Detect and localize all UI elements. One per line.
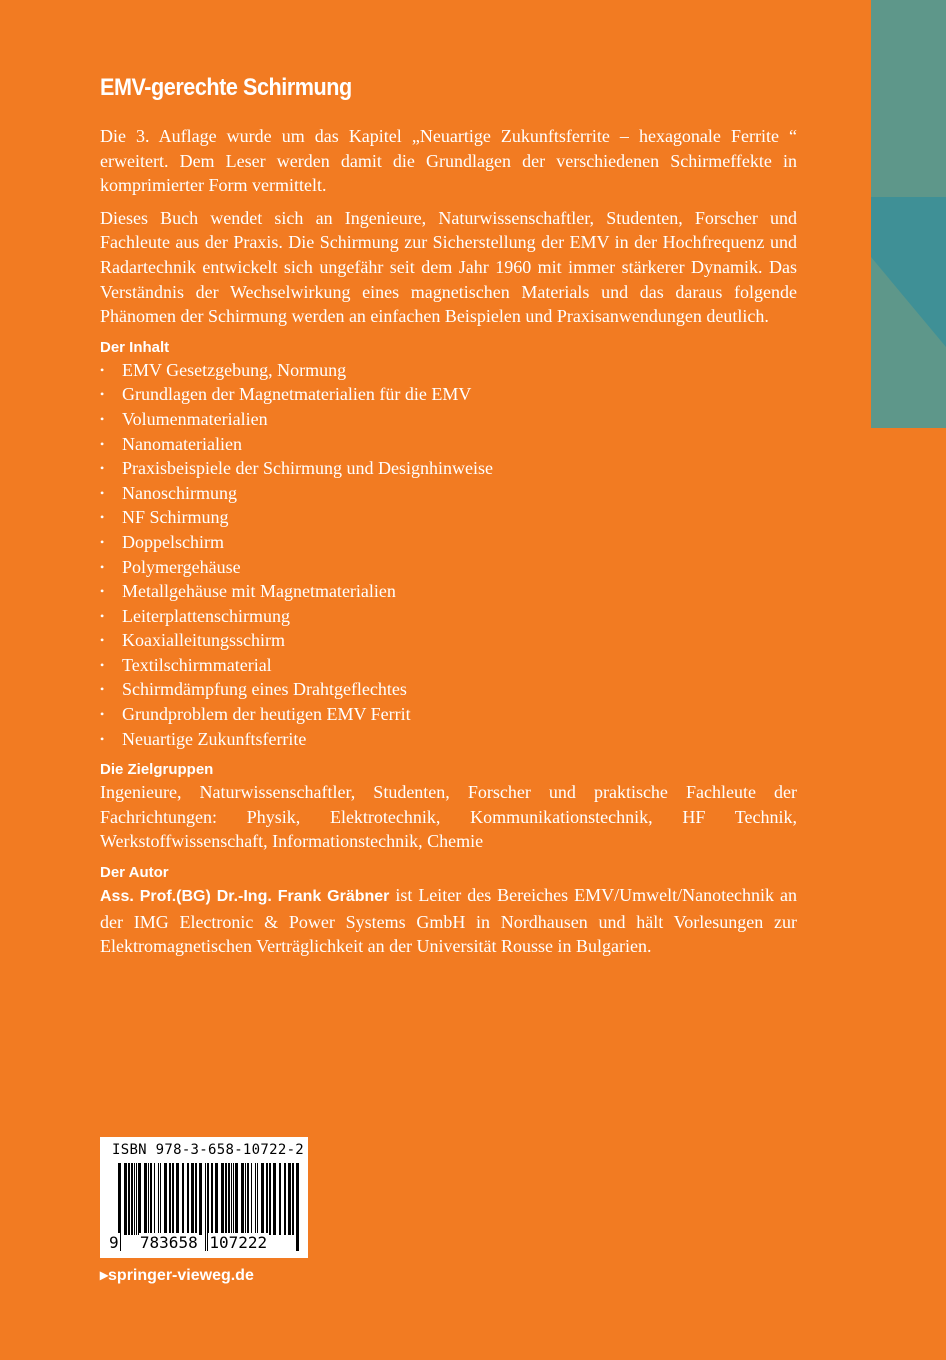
- contents-item: • Praxisbeispiele der Schirmung und Designhinweise: [100, 456, 797, 481]
- author-name: Ass. Prof.(BG) Dr.-Ing. Frank Gräbner: [100, 888, 390, 906]
- barcode-bar: [261, 1163, 264, 1235]
- contents-heading: Der Inhalt: [100, 338, 170, 356]
- isbn-label: ISBN 978-3-658-10722-2: [112, 1142, 305, 1158]
- barcode-bar: [182, 1163, 184, 1235]
- barcode-bar: [138, 1163, 141, 1235]
- barcode-bar: [158, 1163, 159, 1235]
- contents-item: • Textilschirmmaterial: [100, 653, 797, 678]
- author-text: [100, 883, 797, 959]
- barcode-digits-group1: 783658: [139, 1233, 198, 1252]
- intro-paragraph: Die 3. Auflage wurde um das Kapitel „Neuartige Zukunftsferrite – hexagonale Ferrite “ erweitert. Dem Leser werden damit die Grundlagen der verschiedenen Schirmeffekte in komprimierter Form vermittelt.: [100, 126, 797, 196]
- contents-list: [100, 358, 797, 752]
- barcode-bar: [266, 1163, 268, 1235]
- contents-item: • Nanomaterialien: [100, 432, 797, 457]
- barcode-bar: [255, 1163, 256, 1235]
- barcode-bar: [136, 1163, 137, 1235]
- contents-item: • Schirmdämpfung eines Drahtgeflechtes: [100, 677, 797, 702]
- isbn-barcode: [100, 1137, 308, 1258]
- contents-item: • EMV Gesetzgebung, Normung: [100, 358, 797, 383]
- barcode-bar: [215, 1163, 218, 1235]
- contents-item: • Koaxialleitungsschirm: [100, 628, 797, 653]
- barcode-bar: [279, 1163, 281, 1235]
- barcode-bar: [284, 1163, 286, 1235]
- description-paragraph: Dieses Buch wendet sich an Ingenieure, Naturwissenschaftler, Studenten, Forscher und Fachleute aus der Praxis. Die Schirmung zur Sicherstellung der EMV in der Hochfrequenz und Radartechnik entwickelt sich ungefähr seit dem Jahr 1960 mit immer stärkerer Dynamik. Das Verständnis der Wechselwirkung eines magnetischen Materials und das daraus folgende Phänomen der Schirmung werden an einfachen Beispielen und Praxisanwendungen deutlich.: [100, 207, 797, 327]
- barcode-bar: [257, 1163, 258, 1235]
- barcode-bar: [187, 1163, 189, 1235]
- publisher-link[interactable]: [100, 1265, 254, 1285]
- barcode-bar: [225, 1163, 227, 1235]
- barcode-bar: [221, 1163, 224, 1235]
- barcode-bar: [247, 1163, 249, 1235]
- barcode-bar: [124, 1163, 127, 1235]
- contents-item: • Neuartige Zukunftsferrite: [100, 727, 797, 752]
- barcode-bar: [231, 1163, 232, 1235]
- barcode-bar: [245, 1163, 246, 1235]
- publisher-website: springer-vieweg.de: [108, 1267, 254, 1284]
- contents-item: • Grundlagen der Magnetmaterialien für die EMV: [100, 382, 797, 407]
- barcode-bar: [269, 1163, 271, 1235]
- contents-item: • Doppelschirm: [100, 530, 797, 555]
- barcode-bar: [164, 1163, 167, 1235]
- barcode-bar: [235, 1163, 238, 1235]
- contents-item: • Polymergehäuse: [100, 555, 797, 580]
- decorative-teal-shape: [871, 197, 946, 347]
- barcode-bar: [233, 1163, 234, 1235]
- barcode-bar: [241, 1163, 244, 1235]
- author-heading: Der Autor: [100, 864, 169, 882]
- contents-item: • Leiterplattenschirmung: [100, 604, 797, 629]
- barcode-bar: [150, 1163, 152, 1235]
- barcode-bar: [191, 1163, 194, 1235]
- barcode-bar: [296, 1163, 299, 1251]
- barcode-bar: [148, 1163, 149, 1235]
- back-cover-text: [100, 74, 797, 967]
- barcode-digits-group2: 107222: [209, 1233, 268, 1252]
- barcode-digits: [108, 1233, 268, 1252]
- contents-item: • Nanoschirmung: [100, 481, 797, 506]
- barcode-bar: [199, 1163, 202, 1235]
- book-title: EMV-gerechte Schirmung: [100, 74, 352, 101]
- barcode-digit-first: 9: [109, 1233, 119, 1252]
- barcode-bar: [131, 1163, 133, 1235]
- barcode-bar: [144, 1163, 147, 1235]
- audience-text: Ingenieure, Naturwissenschaftler, Studenten, Forscher und praktische Fachleute der Fachrichtungen: Physik, Elektrotechnik, Kommunikationstechnik, HF Technik, Werkstoffwissenschaft, Informationstechnik, Chemie: [100, 782, 797, 852]
- barcode-bar: [134, 1163, 135, 1235]
- barcode-bar: [228, 1163, 230, 1235]
- barcode-bar: [154, 1163, 155, 1235]
- barcode-bar: [195, 1163, 197, 1235]
- barcode-bar: [251, 1163, 252, 1235]
- contents-item: • Grundproblem der heutigen EMV Ferrit: [100, 702, 797, 727]
- barcode-bar: [128, 1163, 130, 1235]
- barcode-bar: [292, 1163, 294, 1235]
- contents-item: • Volumenmaterialien: [100, 407, 797, 432]
- barcode-bar: [288, 1163, 291, 1235]
- decorative-teal-panel: [871, 0, 946, 428]
- contents-item: • NF Schirmung: [100, 505, 797, 530]
- author-bio: ist Leiter des Bereiches EMV/Umwelt/Nanotechnik an der IMG Electronic & Power Systems GmbH in Nordhausen und hält Vorlesungen zur Elektromagnetischen Verträglichkeit an der Universität Rousse in Bulgarien.: [100, 885, 797, 957]
- barcode-bar: [176, 1163, 179, 1235]
- barcode-bar: [211, 1163, 213, 1235]
- arrow-right-icon: ▸: [100, 1267, 109, 1284]
- barcode-bar: [160, 1163, 161, 1235]
- contents-item: • Metallgehäuse mit Magnetmaterialien: [100, 579, 797, 604]
- audience-heading: Die Zielgruppen: [100, 761, 214, 779]
- barcode-bar: [273, 1163, 276, 1235]
- barcode-bar: [172, 1163, 174, 1235]
- barcode-bar: [169, 1163, 171, 1235]
